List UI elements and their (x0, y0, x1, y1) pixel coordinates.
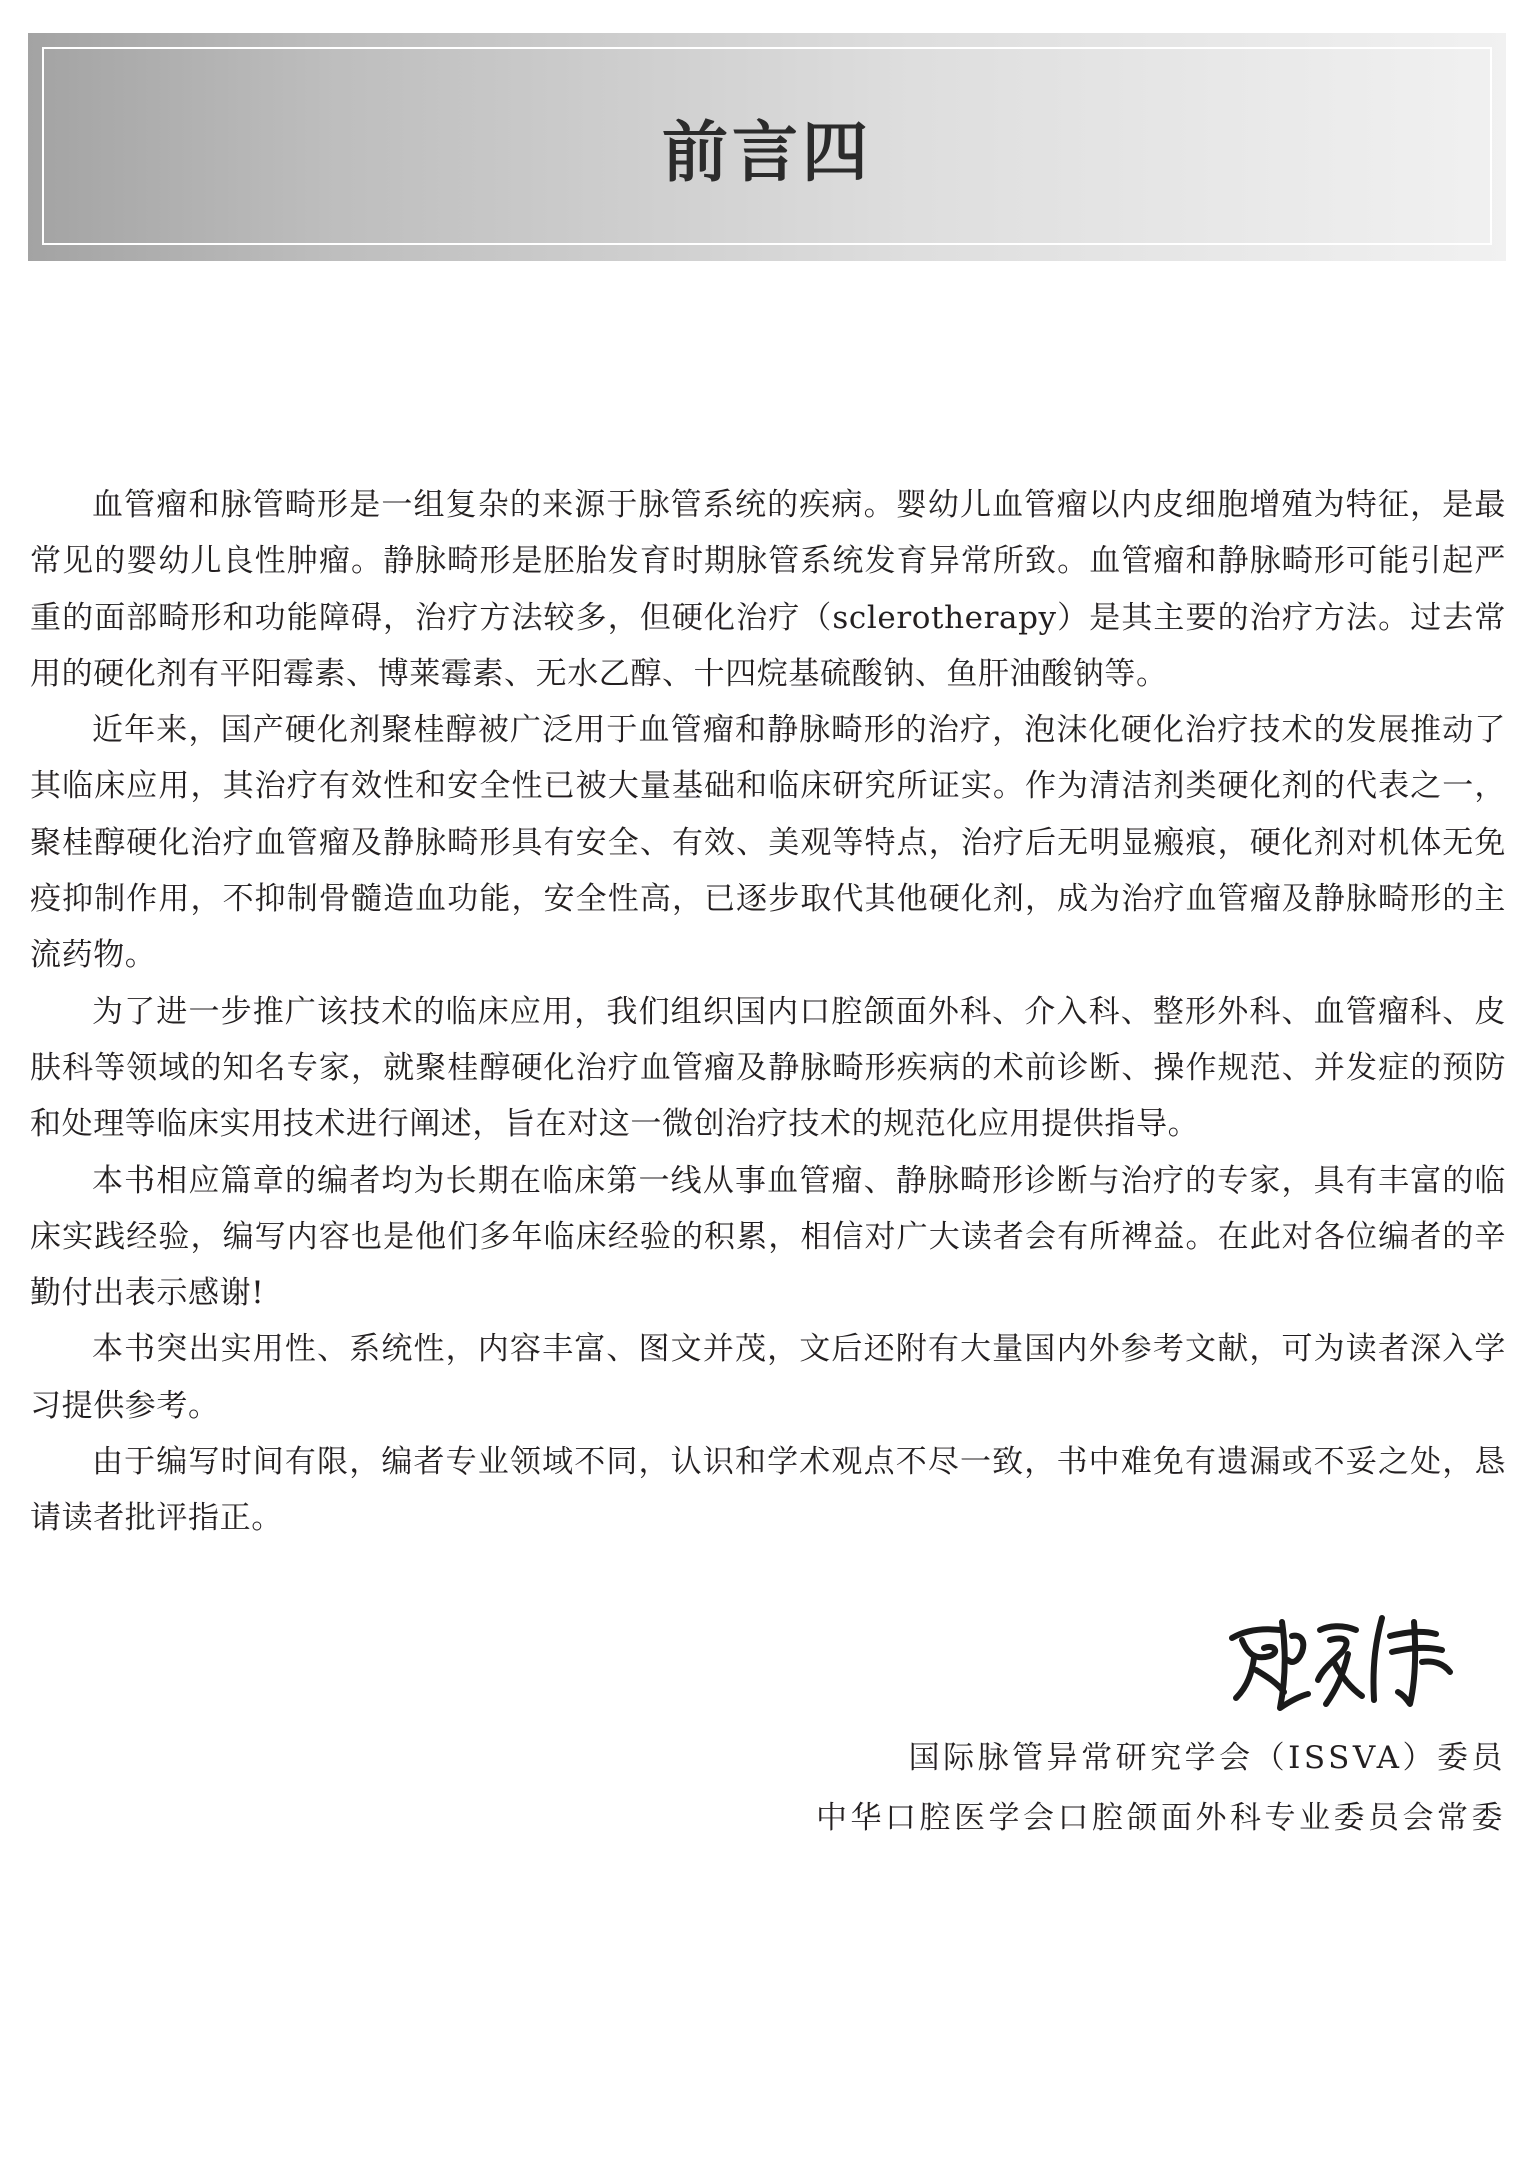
paragraph: 为了进一步推广该技术的临床应用，我们组织国内口腔颌面外科、介入科、整形外科、血管瘤科、皮肤科等领域的知名专家，就聚桂醇硬化治疗血管瘤及静脉畸形疾病的术前诊断、操作规范、并发症的预防和处理等临床实用技术进行阐述，旨在对这一微创治疗技术的规范化应用提供指导。 (30, 993, 1506, 1143)
affiliation-line: 中华口腔医学会口腔颌面外科专业委员会常委 (816, 1800, 1506, 1836)
preface-body (30, 477, 1506, 1547)
paragraph: 血管瘤和脉管畸形是一组复杂的来源于脉管系统的疾病。婴幼儿血管瘤以内皮细胞增殖为特征，是最常见的婴幼儿良性肿瘤。静脉畸形是胚胎发育时期脉管系统发育异常所致。血管瘤和静脉畸形可能引起严重的面部畸形和功能障碍，治疗方法较多，但硬化治疗（sclerotherapy）是其主要的治疗方法。过去常用的硬化剂有平阳霉素、博莱霉素、无水乙醇、十四烷基硫酸钠、鱼肝油酸钠等。 (30, 487, 1506, 692)
title-frame (42, 47, 1492, 245)
affiliation-line: 国际脉管异常研究学会（ISSVA）委员 (908, 1740, 1506, 1776)
title-banner (28, 33, 1506, 261)
page-title: 前言四 (662, 113, 872, 191)
paragraph: 本书突出实用性、系统性，内容丰富、图文并茂，文后还附有大量国内外参考文献，可为读者深入学习提供参考。 (30, 1331, 1506, 1424)
paragraph: 近年来，国产硬化剂聚桂醇被广泛用于血管瘤和静脉畸形的治疗，泡沫化硬化治疗技术的发展推动了其临床应用，其治疗有效性和安全性已被大量基础和临床研究所证实。作为清洁剂类硬化剂的代表之一，聚桂醇硬化治疗血管瘤及静脉畸形具有安全、有效、美观等特点，治疗后无明显瘢痕，硬化剂对机体无免疫抑制作用，不抑制骨髓造血功能，安全性高，已逐步取代其他硬化剂，成为治疗血管瘤及静脉畸形的主流药物。 (30, 712, 1506, 974)
handwritten-signature (1222, 1600, 1462, 1715)
paragraph: 由于编写时间有限，编者专业领域不同，认识和学术观点不尽一致，书中难免有遗漏或不妥之处，恳请读者批评指正。 (30, 1444, 1506, 1537)
author-affiliations (816, 1728, 1506, 1848)
paragraph: 本书相应篇章的编者均为长期在临床第一线从事血管瘤、静脉畸形诊断与治疗的专家，具有丰富的临床实践经验，编写内容也是他们多年临床经验的积累，相信对广大读者会有所裨益。在此对各位编者的辛勤付出表示感谢! (30, 1162, 1506, 1312)
